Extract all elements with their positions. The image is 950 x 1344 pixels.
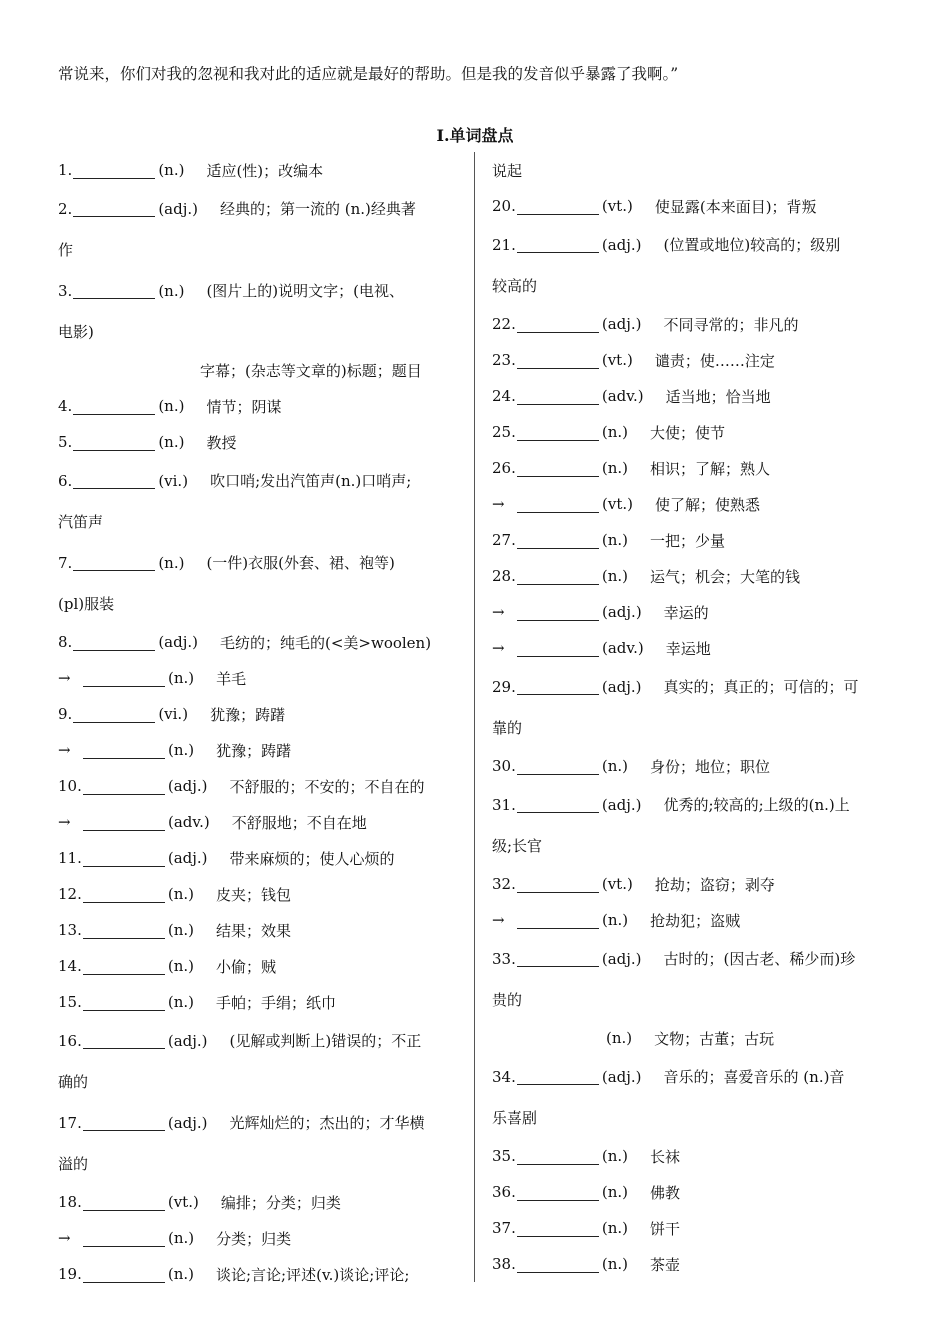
vocab-line xyxy=(58,768,464,804)
word-meaning: (位置或地位)较高的；级别 xyxy=(663,236,841,254)
part-of-speech: (n.) xyxy=(601,1219,628,1237)
column-divider xyxy=(474,152,475,1282)
continued-text: (pl)服装 xyxy=(58,595,115,613)
vocab-line xyxy=(492,224,902,265)
item-number: 30. xyxy=(492,757,516,775)
word-meaning: 适当地；恰当地 xyxy=(665,387,771,406)
vocab-line xyxy=(58,1220,464,1256)
word-meaning: 皮夹；钱包 xyxy=(216,885,292,904)
right-column xyxy=(492,152,902,1282)
vocab-line xyxy=(492,522,902,558)
word-meaning: 不舒服的；不安的；不自在的 xyxy=(229,777,425,796)
word-meaning: (一件)衣服(外套、裙、袍等) xyxy=(206,554,395,572)
continued-text: 确的 xyxy=(58,1073,89,1091)
item-number: 26. xyxy=(492,459,516,477)
word-meaning: 情节；阴谋 xyxy=(206,397,282,416)
word-meaning: 结果；效果 xyxy=(216,921,292,940)
item-number: 28. xyxy=(492,567,516,585)
answer-blank[interactable] xyxy=(517,796,599,813)
vocab-line xyxy=(492,558,902,594)
item-number: 23. xyxy=(492,351,516,369)
word-meaning: 羊毛 xyxy=(216,669,247,688)
part-of-speech: (vi.) xyxy=(158,471,189,490)
vocab-line xyxy=(492,265,902,306)
vocab-line xyxy=(492,707,902,748)
answer-blank[interactable] xyxy=(83,886,165,903)
part-of-speech: (vt.) xyxy=(601,351,633,369)
vocab-line xyxy=(492,825,902,866)
part-of-speech: (n.) xyxy=(168,669,195,687)
vocab-line xyxy=(58,352,464,388)
answer-blank[interactable] xyxy=(517,532,599,549)
word-meaning: 幸运地 xyxy=(665,639,711,658)
vocab-line xyxy=(58,424,464,460)
word-meaning: 相识；了解；熟人 xyxy=(650,459,771,478)
word-meaning: 古时的；(因古老、稀少而)珍 xyxy=(663,950,856,968)
part-of-speech: (adj.) xyxy=(167,1031,208,1050)
item-number: 10. xyxy=(58,777,82,795)
vocab-line xyxy=(492,1210,902,1246)
vocab-line xyxy=(492,188,902,224)
vocab-line xyxy=(492,378,902,414)
vocab-line xyxy=(492,784,902,825)
part-of-speech: (adj.) xyxy=(601,315,642,333)
item-number: 22. xyxy=(492,315,516,333)
vocab-line xyxy=(58,948,464,984)
answer-blank[interactable] xyxy=(83,1266,165,1283)
part-of-speech: (adj.) xyxy=(602,603,642,621)
word-meaning: 谴责；使……注定 xyxy=(654,351,775,370)
vocab-line xyxy=(492,342,902,378)
word-meaning: 吹口哨;发出汽笛声(n.)口哨声; xyxy=(210,472,412,490)
part-of-speech: (n.) xyxy=(158,397,185,415)
vocab-line xyxy=(492,486,902,522)
item-number: 9. xyxy=(58,705,73,723)
part-of-speech: (n.) xyxy=(167,1265,194,1283)
vocab-line xyxy=(58,1184,464,1220)
answer-blank[interactable] xyxy=(83,994,165,1011)
item-number: 12. xyxy=(58,885,82,903)
part-of-speech: (vi.) xyxy=(158,705,189,723)
word-meaning: 长袜 xyxy=(650,1147,681,1166)
vocab-line xyxy=(58,804,464,840)
intro-text: 常说来，你们对我的忽视和我对此的适应就是最好的帮助。但是我的发音似乎暴露了我啊。” xyxy=(58,65,679,83)
word-meaning: 抢劫犯；盗贼 xyxy=(650,911,741,930)
vocab-line xyxy=(58,501,464,542)
part-of-speech: (adj.) xyxy=(167,777,208,795)
item-number: 19. xyxy=(58,1265,82,1283)
part-of-speech: (n.) xyxy=(601,423,628,441)
answer-blank[interactable] xyxy=(83,1032,165,1049)
item-number: 31. xyxy=(492,795,516,814)
item-number: 6. xyxy=(58,471,73,490)
answer-blank[interactable] xyxy=(73,472,155,489)
word-meaning: 真实的；真正的；可信的；可 xyxy=(663,678,859,696)
item-number: 17. xyxy=(58,1113,82,1132)
part-of-speech: (adv.) xyxy=(168,813,210,831)
word-meaning: 抢劫；盗窃；剥夺 xyxy=(654,875,775,894)
word-meaning: 饼干 xyxy=(650,1219,681,1238)
word-meaning: 教授 xyxy=(206,433,237,452)
continued-text: 靠的 xyxy=(492,719,523,737)
part-of-speech: (n.) xyxy=(167,957,194,975)
word-meaning: 小偷；贼 xyxy=(216,957,277,976)
word-meaning: 运气；机会；大笔的钱 xyxy=(650,567,801,586)
vocab-line xyxy=(58,1020,464,1061)
part-of-speech: (n.) xyxy=(601,757,628,775)
item-number: 4. xyxy=(58,397,73,415)
vocab-line xyxy=(492,306,902,342)
vocab-line xyxy=(58,388,464,424)
part-of-speech: (adj.) xyxy=(601,795,642,814)
part-of-speech: (n.) xyxy=(601,1183,628,1201)
answer-blank[interactable] xyxy=(517,950,599,967)
word-meaning: 手帕；手绢；纸巾 xyxy=(216,993,337,1012)
answer-blank[interactable] xyxy=(517,198,599,215)
vocab-line xyxy=(492,902,902,938)
part-of-speech: (n.) xyxy=(602,911,629,929)
word-meaning: (见解或判断上)错误的；不正 xyxy=(229,1032,422,1050)
answer-blank[interactable] xyxy=(83,1194,165,1211)
word-meaning: 音乐的；喜爱音乐的 (n.)音 xyxy=(663,1068,845,1086)
vocab-line xyxy=(492,938,902,979)
vocab-line xyxy=(58,460,464,501)
item-number: 2. xyxy=(58,199,73,218)
item-number: 38. xyxy=(492,1255,516,1273)
part-of-speech: (adj.) xyxy=(158,633,198,651)
part-of-speech: (adj.) xyxy=(601,235,642,254)
item-number: 18. xyxy=(58,1193,82,1211)
part-of-speech: (n.) xyxy=(601,1255,628,1273)
answer-blank[interactable] xyxy=(83,814,165,831)
answer-blank[interactable] xyxy=(73,398,155,415)
word-meaning: 光辉灿烂的；杰出的；才华横 xyxy=(229,1114,425,1132)
answer-blank[interactable] xyxy=(517,460,599,477)
part-of-speech: (n.) xyxy=(168,1229,195,1247)
answer-blank[interactable] xyxy=(517,1256,599,1273)
item-number: 33. xyxy=(492,949,516,968)
part-of-speech: (n.) xyxy=(167,921,194,939)
item-number: 29. xyxy=(492,677,516,696)
answer-blank[interactable] xyxy=(73,282,155,299)
item-number: 8. xyxy=(58,633,73,651)
vocab-line xyxy=(58,188,464,229)
item-number: 20. xyxy=(492,197,516,215)
continued-text: 字幕；(杂志等文章的)标题；题目 xyxy=(200,361,422,380)
continued-text: 较高的 xyxy=(492,277,538,295)
word-meaning: 带来麻烦的；使人心烦的 xyxy=(229,849,395,868)
vocab-line xyxy=(58,1102,464,1143)
item-number: 35. xyxy=(492,1147,516,1165)
answer-blank[interactable] xyxy=(517,758,599,775)
answer-blank[interactable] xyxy=(517,604,599,621)
arrow-icon: → xyxy=(58,813,71,831)
answer-blank[interactable] xyxy=(517,352,599,369)
answer-blank[interactable] xyxy=(83,1114,165,1131)
vocab-line xyxy=(58,311,464,352)
answer-blank[interactable] xyxy=(73,434,155,451)
vocab-line xyxy=(58,732,464,768)
part-of-speech: (adj.) xyxy=(167,1113,208,1132)
vocab-line xyxy=(492,1138,902,1174)
part-of-speech: (adj.) xyxy=(158,199,198,218)
word-meaning: 优秀的;较高的;上级的(n.)上 xyxy=(663,796,850,814)
vocab-line xyxy=(58,1256,464,1292)
continued-text: 乐喜剧 xyxy=(492,1109,538,1127)
word-meaning: 佛教 xyxy=(650,1183,681,1202)
vocab-line xyxy=(492,666,902,707)
item-number: 5. xyxy=(58,433,73,451)
part-of-speech: (n.) xyxy=(158,433,185,451)
vocab-line xyxy=(58,876,464,912)
part-of-speech: (adv.) xyxy=(601,387,644,405)
left-column xyxy=(58,152,464,1292)
answer-blank[interactable] xyxy=(83,922,165,939)
vocab-line xyxy=(492,630,902,666)
word-meaning: 不同寻常的；非凡的 xyxy=(663,315,799,334)
word-meaning: 使了解；使熟悉 xyxy=(654,495,760,514)
word-meaning: 不舒服地；不自在地 xyxy=(231,813,367,832)
item-number: 3. xyxy=(58,281,73,300)
continued-text: 说起 xyxy=(492,161,523,180)
vocab-line xyxy=(492,1174,902,1210)
part-of-speech: (n.) xyxy=(601,531,628,549)
item-number: 32. xyxy=(492,875,516,893)
arrow-icon: → xyxy=(58,1229,71,1247)
part-of-speech: (n.) xyxy=(601,459,628,477)
vocab-line xyxy=(492,594,902,630)
part-of-speech: (n.) xyxy=(158,281,185,300)
answer-blank[interactable] xyxy=(517,496,599,513)
word-meaning: 犹豫；踌躇 xyxy=(210,705,286,724)
vocab-line xyxy=(58,984,464,1020)
item-number: 1. xyxy=(58,161,73,179)
answer-blank[interactable] xyxy=(83,850,165,867)
continued-text: 电影) xyxy=(58,323,94,341)
item-number: 27. xyxy=(492,531,516,549)
word-meaning: 毛纺的；纯毛的(<美>woolen) xyxy=(219,633,432,652)
part-of-speech: (adj.) xyxy=(601,677,642,696)
part-of-speech: (n.) xyxy=(168,741,195,759)
continued-text: 汽笛声 xyxy=(58,513,104,531)
part-of-speech: (adj.) xyxy=(601,1067,642,1086)
vocab-line xyxy=(492,979,902,1020)
answer-blank[interactable] xyxy=(517,388,599,405)
part-of-speech: (adj.) xyxy=(601,949,642,968)
arrow-icon: → xyxy=(492,495,505,513)
continued-text: 级;长官 xyxy=(492,837,543,855)
part-of-speech: (adv.) xyxy=(602,639,644,657)
vocab-line xyxy=(58,583,464,624)
answer-blank[interactable] xyxy=(73,200,155,217)
arrow-icon: → xyxy=(492,603,505,621)
answer-blank[interactable] xyxy=(517,640,599,657)
word-meaning: 茶壶 xyxy=(650,1255,681,1274)
answer-blank[interactable] xyxy=(517,1184,599,1201)
word-meaning: 文物；古董；古玩 xyxy=(654,1029,775,1048)
answer-blank[interactable] xyxy=(517,1148,599,1165)
answer-blank[interactable] xyxy=(83,670,165,687)
item-number: 25. xyxy=(492,423,516,441)
vocab-line xyxy=(492,414,902,450)
vocab-line xyxy=(58,1061,464,1102)
continued-text: 作 xyxy=(58,241,74,259)
answer-blank[interactable] xyxy=(517,678,599,695)
answer-blank[interactable] xyxy=(517,568,599,585)
part-of-speech: (n.) xyxy=(167,993,194,1011)
vocab-line xyxy=(492,450,902,486)
answer-blank[interactable] xyxy=(517,1220,599,1237)
word-meaning: (图片上的)说明文字；(电视、 xyxy=(206,282,405,300)
word-meaning: 大使；使节 xyxy=(650,423,726,442)
vocab-line xyxy=(58,624,464,660)
answer-blank[interactable] xyxy=(517,1068,599,1085)
part-of-speech: (n.) xyxy=(601,1147,628,1165)
part-of-speech: (n.) xyxy=(601,567,628,585)
vocab-line xyxy=(58,229,464,270)
word-meaning: 经典的；第一流的 (n.)经典著 xyxy=(219,200,416,218)
part-of-speech: (vt.) xyxy=(602,495,633,513)
item-number: 14. xyxy=(58,957,82,975)
word-meaning: 分类；归类 xyxy=(216,1229,292,1248)
vocab-line xyxy=(492,152,902,188)
item-number: 11. xyxy=(58,849,82,867)
vocab-line xyxy=(492,1056,902,1097)
item-number: 36. xyxy=(492,1183,516,1201)
answer-blank[interactable] xyxy=(73,554,155,571)
part-of-speech: (vt.) xyxy=(601,875,633,893)
vocab-line xyxy=(58,542,464,583)
vocab-line xyxy=(58,270,464,311)
answer-blank[interactable] xyxy=(517,424,599,441)
answer-blank[interactable] xyxy=(517,876,599,893)
answer-blank[interactable] xyxy=(73,634,155,651)
word-meaning: 编排；分类；归类 xyxy=(220,1193,341,1212)
word-meaning: 一把；少量 xyxy=(650,531,726,550)
answer-blank[interactable] xyxy=(517,912,599,929)
arrow-icon: → xyxy=(492,911,505,929)
part-of-speech: (vt.) xyxy=(601,197,633,215)
part-of-speech: (n.) xyxy=(158,553,185,572)
part-of-speech: (n.) xyxy=(167,885,194,903)
part-of-speech: (n.) xyxy=(606,1029,633,1047)
arrow-icon: → xyxy=(58,741,71,759)
section-title: I.单词盘点 xyxy=(436,126,514,145)
part-of-speech: (adj.) xyxy=(167,849,208,867)
word-meaning: 幸运的 xyxy=(663,603,709,622)
word-meaning: 使显露(本来面目)；背叛 xyxy=(654,197,817,216)
vocab-line xyxy=(58,660,464,696)
part-of-speech: (vt.) xyxy=(167,1193,199,1211)
answer-blank[interactable] xyxy=(517,316,599,333)
item-number: 7. xyxy=(58,553,73,572)
vocab-line xyxy=(58,840,464,876)
vocab-line xyxy=(492,1246,902,1282)
answer-blank[interactable] xyxy=(83,742,165,759)
item-number: 34. xyxy=(492,1067,516,1086)
item-number: 24. xyxy=(492,387,516,405)
vocab-line xyxy=(58,1143,464,1184)
answer-blank[interactable] xyxy=(517,236,599,253)
word-meaning: 身份；地位；职位 xyxy=(650,757,771,776)
vocab-line xyxy=(492,748,902,784)
answer-blank[interactable] xyxy=(73,706,155,723)
answer-blank[interactable] xyxy=(73,162,155,179)
word-meaning: 犹豫；踌躇 xyxy=(216,741,292,760)
item-number: 21. xyxy=(492,235,516,254)
item-number: 13. xyxy=(58,921,82,939)
part-of-speech: (n.) xyxy=(158,161,185,179)
vocab-line xyxy=(492,1097,902,1138)
vocab-line xyxy=(58,696,464,732)
continued-text: 溢的 xyxy=(58,1155,89,1173)
item-number: 15. xyxy=(58,993,82,1011)
answer-blank[interactable] xyxy=(83,778,165,795)
vocab-line xyxy=(492,1020,902,1056)
arrow-icon: → xyxy=(492,639,505,657)
continued-text: 贵的 xyxy=(492,991,523,1009)
answer-blank[interactable] xyxy=(83,958,165,975)
item-number: 37. xyxy=(492,1219,516,1237)
item-number: 16. xyxy=(58,1031,82,1050)
word-meaning: 谈论;言论;评述(v.)谈论;评论; xyxy=(216,1265,410,1284)
vocab-line xyxy=(58,152,464,188)
vocab-line xyxy=(492,866,902,902)
arrow-icon: → xyxy=(58,669,71,687)
word-meaning: 适应(性)；改编本 xyxy=(206,161,324,180)
vocab-line xyxy=(58,912,464,948)
answer-blank[interactable] xyxy=(83,1230,165,1247)
